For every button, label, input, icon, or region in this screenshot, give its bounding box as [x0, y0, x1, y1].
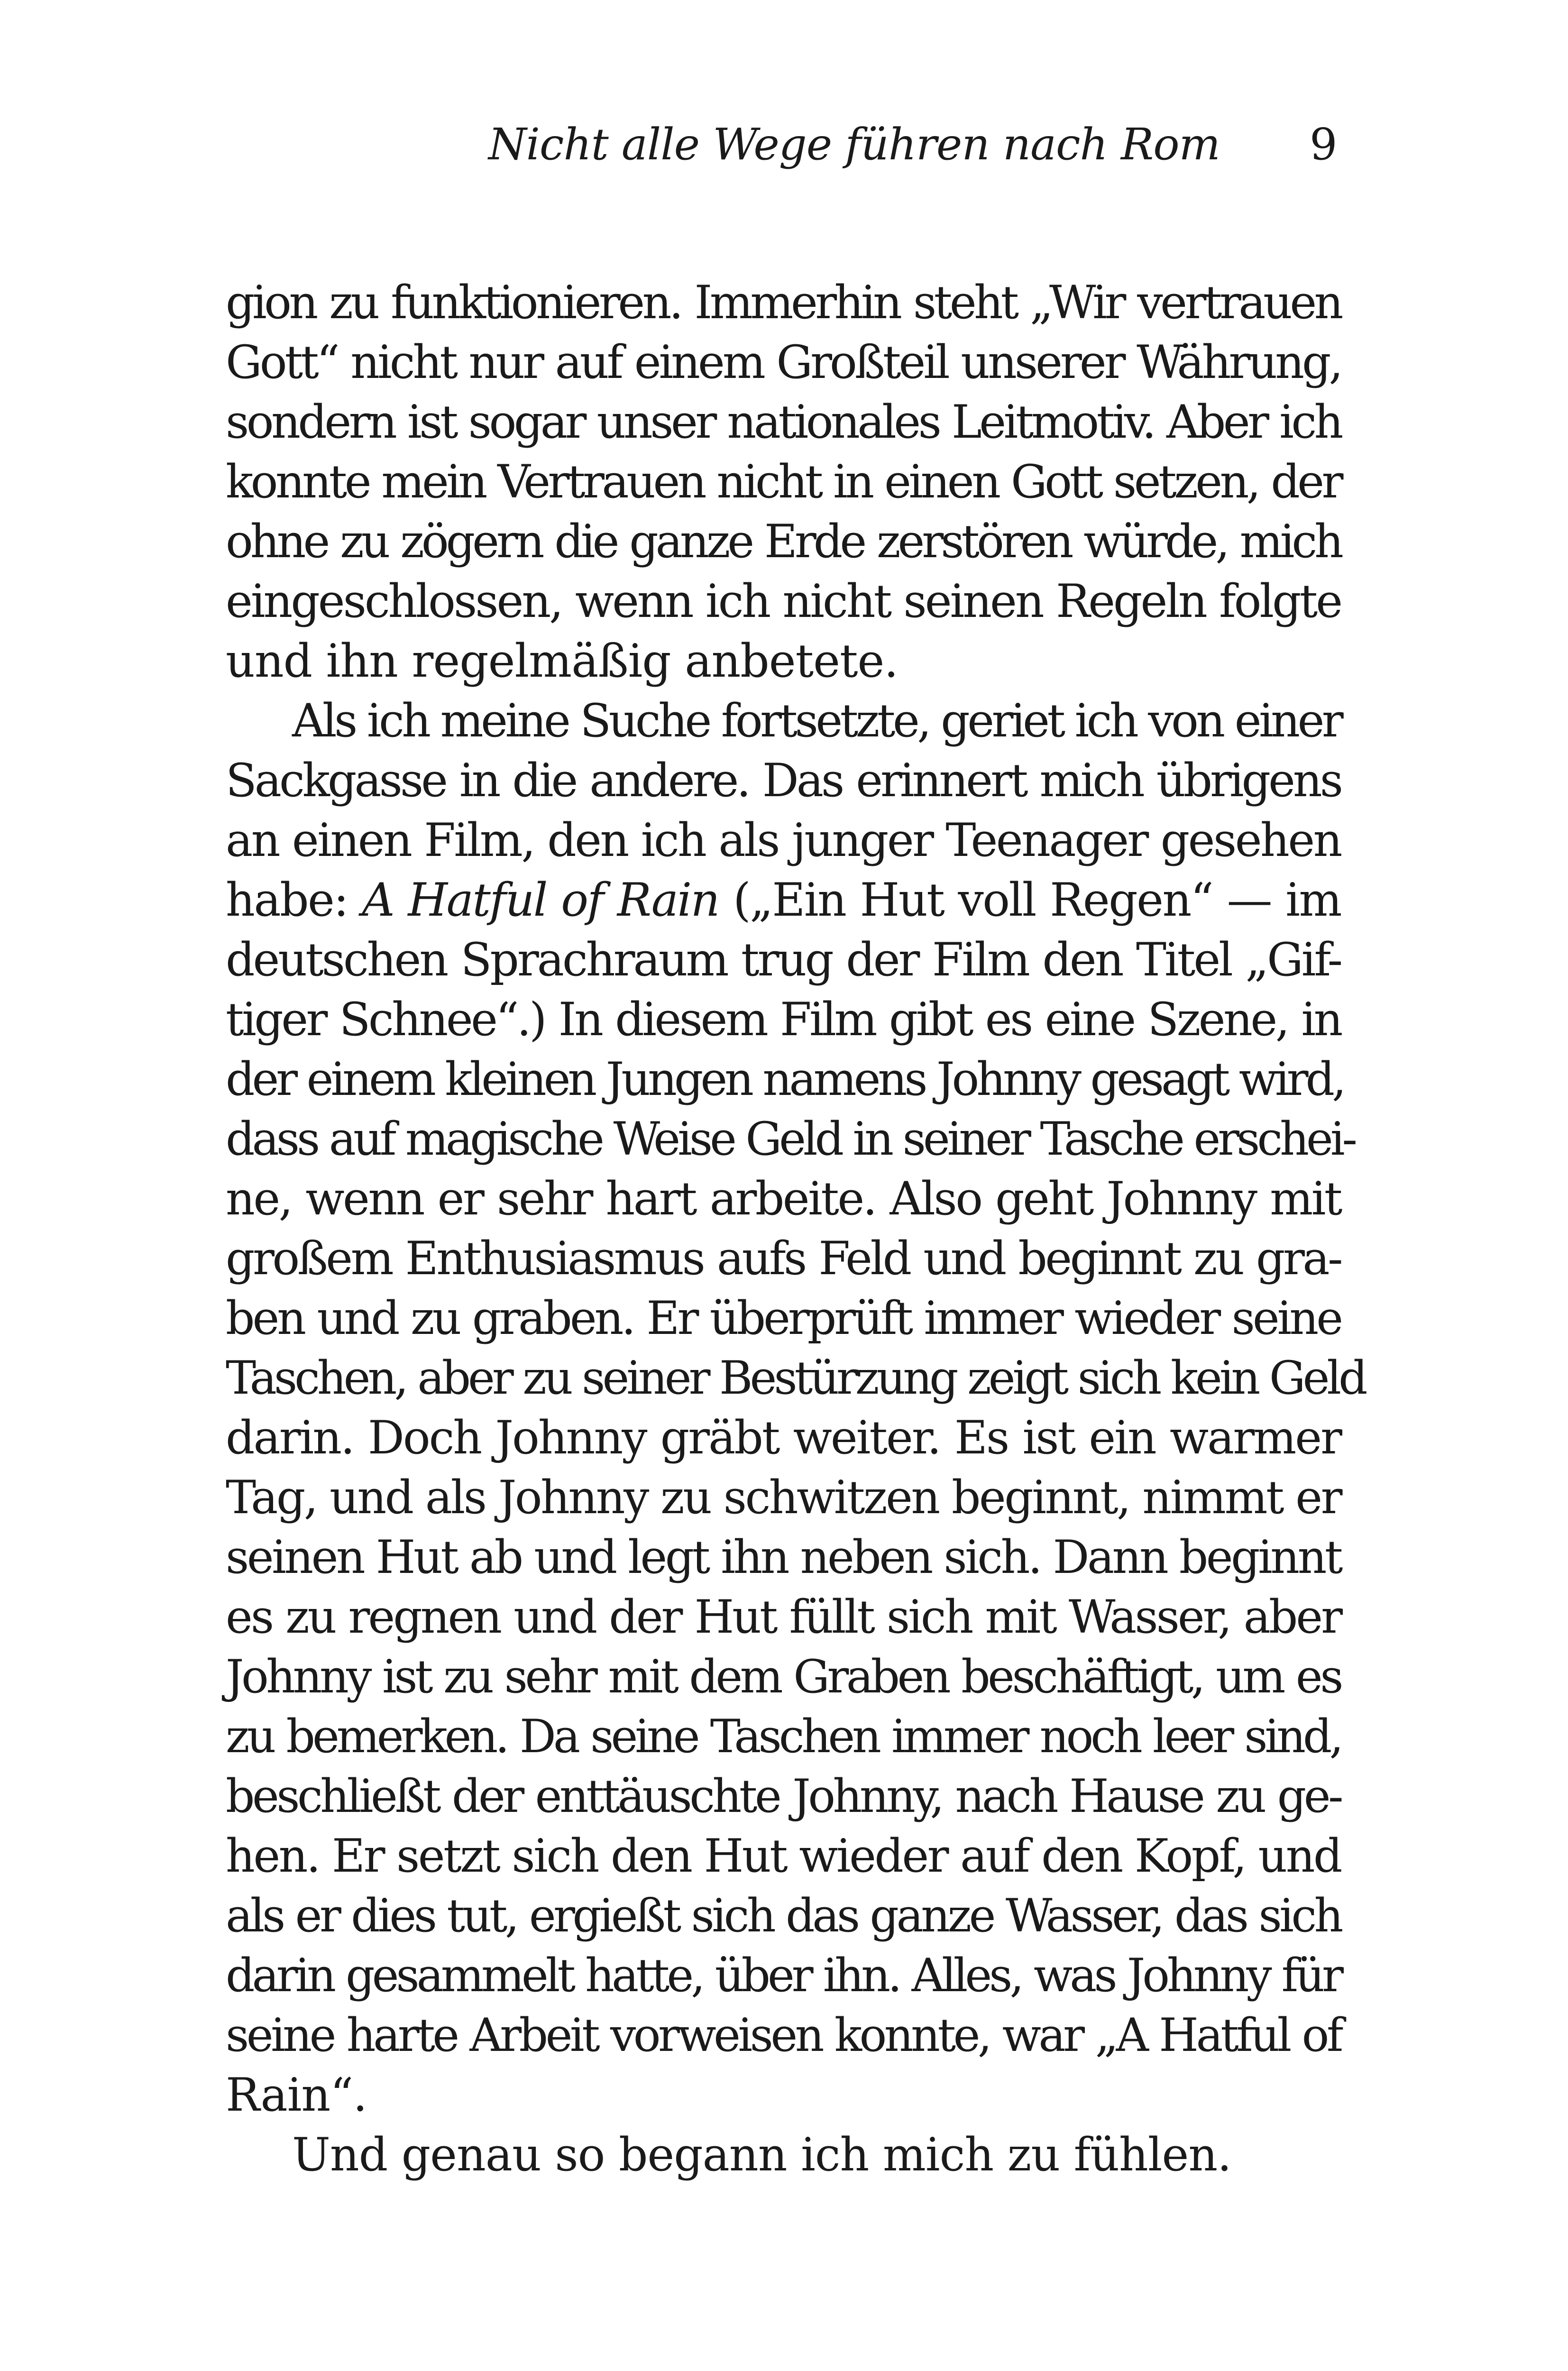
film-title: A Hatful of Rain	[362, 873, 719, 927]
text-line: eingeschlossen, wenn ich nicht seinen Regeln folgte	[226, 575, 1341, 628]
running-head-title: Nicht alle Wege führen nach Rom	[488, 119, 1220, 170]
text-line: dass auf magische Weise Geld in seiner Tasche erschei-	[226, 1112, 1355, 1166]
text-line: darin. Doch Johnny gräbt weiter. Es ist ein warmer	[226, 1411, 1341, 1464]
text-line: Rain“.	[226, 2068, 367, 2122]
text-line: der einem kleinen Jungen namens Johnny gesagt wird,	[226, 1053, 1344, 1106]
paragraph-2	[226, 691, 1365, 2125]
text-line: Johnny ist zu sehr mit dem Graben beschäftigt, um es	[226, 1650, 1341, 1703]
body-text	[226, 273, 1365, 2185]
text-line: gion zu funktionieren. Immerhin steht „Wir vertrauen	[226, 276, 1341, 329]
text-line: und ihn regelmäßig anbetete.	[226, 634, 898, 688]
paragraph-3	[226, 2125, 1341, 2185]
text-line: Als ich meine Suche fortsetzte, geriet ich von einer	[292, 694, 1341, 747]
text-line: an einen Film, den ich als junger Teenager gesehen	[226, 814, 1341, 867]
text-line: deutschen Sprachraum trug der Film den Titel „Gif-	[226, 933, 1341, 986]
text-line-with-film-title	[226, 870, 1341, 930]
text-fragment: habe:	[226, 873, 362, 927]
text-line: ben und zu graben. Er überprüft immer wieder seine	[226, 1292, 1341, 1345]
text-line: als er dies tut, ergießt sich das ganze Wasser, das sich	[226, 1889, 1341, 1942]
page-number: 9	[1310, 119, 1338, 170]
text-line: Gott“ nicht nur auf einem Großteil unserer Währung,	[226, 336, 1341, 389]
text-line: ne, wenn er sehr hart arbeite. Also geht Johnny mit	[226, 1172, 1341, 1225]
text-line: zu bemerken. Da seine Taschen immer noch leer sind,	[226, 1710, 1341, 1763]
text-line: darin gesammelt hatte, über ihn. Alles, was Johnny für	[226, 1949, 1341, 2002]
text-fragment: („Ein Hut voll Regen“ — im	[718, 873, 1341, 927]
text-line: konnte mein Vertrauen nicht in einen Gott setzen, der	[226, 455, 1341, 508]
text-line: großem Enthusiasmus aufs Feld und beginnt zu gra-	[226, 1232, 1341, 1285]
text-line: sondern ist sogar unser nationales Leitmotiv. Aber ich	[226, 395, 1341, 449]
text-line: seine harte Arbeit vorweisen konnte, war „A Hatful of	[226, 2009, 1341, 2062]
text-line: beschließt der enttäuschte Johnny, nach Hause zu ge-	[226, 1770, 1341, 1823]
text-line: Tag, und als Johnny zu schwitzen beginnt, nimmt er	[226, 1471, 1341, 1524]
paragraph-1	[226, 273, 1341, 691]
text-line: Und genau so begann ich mich zu fühlen.	[292, 2128, 1231, 2181]
text-line: hen. Er setzt sich den Hut wieder auf den Kopf, und	[226, 1829, 1341, 1883]
text-line: ohne zu zögern die ganze Erde zerstören würde, mich	[226, 515, 1341, 568]
text-line: tiger Schnee“.) In diesem Film gibt es eine Szene, in	[226, 993, 1341, 1046]
text-line: es zu regnen und der Hut füllt sich mit Wasser, aber	[226, 1590, 1341, 1644]
text-line: Sackgasse in die andere. Das erinnert mich übrigens	[226, 754, 1341, 807]
text-line: Taschen, aber zu seiner Bestürzung zeigt sich kein Geld	[226, 1351, 1365, 1405]
text-line: seinen Hut ab und legt ihn neben sich. Dann beginnt	[226, 1531, 1341, 1584]
